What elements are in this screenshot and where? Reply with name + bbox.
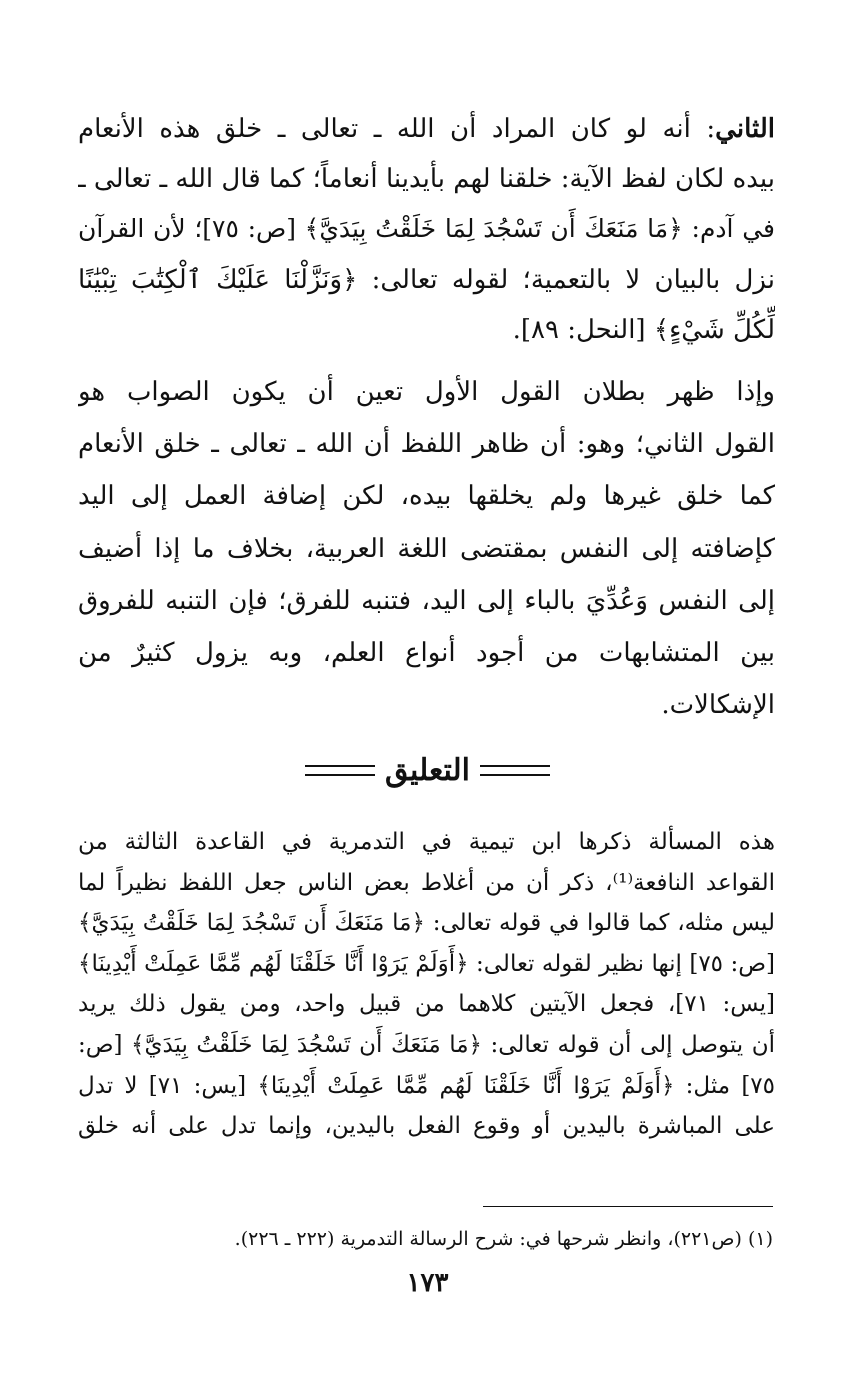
text-line: كإضافته إلى النفس بمقتضى اللغة العربية، بخلاف ما إذا أضيف (78, 533, 775, 564)
paragraph-commentary (78, 822, 775, 1147)
text-line: كما خلق غيرها ولم يخلقها بيده، لكن إضافة العمل إلى اليد (78, 481, 775, 512)
section-heading (0, 745, 855, 795)
text-line: ٧٥] مثل: ﴿أَوَلَمْ يَرَوْا أَنَّا خَلَقْنَا لَهُم مِّمَّا عَمِلَتْ أَيْدِينَا﴾ [يس: ٧١] لا تدل (78, 1072, 775, 1099)
lead-word: الثاني (715, 114, 775, 144)
text-line: أن يتوصل إلى أن قوله تعالى: ﴿مَا مَنَعَكَ أَن تَسْجُدَ لِمَا خَلَقْتُ بِيَدَيَّ﴾ [ص: (78, 1031, 775, 1058)
text-line: بيده لكان لفظ الآية: خلقنا لهم بأيدينا أنعاماً؛ كما قال الله ـ تعالى ـ (78, 164, 775, 195)
page-number: ١٧٣ (406, 1268, 449, 1298)
section-title: التعليق (385, 752, 471, 788)
heading-rule-left (305, 765, 375, 776)
paragraph-second-argument (78, 104, 775, 355)
text-line: لِّكُلِّ شَيْءٍ﴾ [النحل: ٨٩]. (512, 314, 775, 345)
text-line: في آدم: ﴿مَا مَنَعَكَ أَن تَسْجُدَ لِمَا خَلَقْتُ بِيَدَيَّ﴾ [ص: ٧٥]؛ لأن القرآن (78, 214, 775, 244)
paragraph-conclusion (78, 366, 775, 731)
text-line: وإذا ظهر بطلان القول الأول تعين أن يكون الصواب هو (78, 377, 775, 407)
text-line: [ص: ٧٥] إنها نظير لقوله تعالى: ﴿أَوَلَمْ يَرَوْا أَنَّا خَلَقْنَا لَهُم مِّمَّا عَمِلَتْ أَيْدِينَا﴾ (78, 950, 775, 977)
text-line: القواعد النافعة⁽¹⁾، ذكر أن من أغلاط بعض الناس جعل اللفظ نظيراً لما (78, 869, 775, 896)
footnote-divider (483, 1206, 773, 1207)
text-line: القول الثاني؛ وهو: أن ظاهر اللفظ أن الله ـ تعالى ـ خلق الأنعام (78, 429, 775, 460)
text-line: [يس: ٧١]، فجعل الآيتين كلاهما من قبيل واحد، ومن يقول ذلك يريد (78, 991, 775, 1018)
text-line: الإشكالات. (661, 690, 775, 721)
text-line: نزل بالبيان لا بالتعمية؛ لقوله تعالى: ﴿وَنَزَّلْنَا عَلَيْكَ ٱلْكِتَٰبَ تِبْيَٰنًا (78, 264, 775, 295)
footnote: (١) (ص٢٢١)، وانظر شرحها في: شرح الرسالة التدمرية (٢٢٢ ـ ٢٢٦). (234, 1228, 773, 1250)
text-line: إلى النفس وَعُدِّيَ بالباء إلى اليد، فتنبه للفرق؛ فإن التنبه للفروق (78, 585, 775, 616)
text-line: بين المتشابهات من أجود أنواع العلم، وبه يزول كثيرٌ من (78, 638, 775, 669)
text-line: هذه المسألة ذكرها ابن تيمية في التدمرية في القاعدة الثالثة من (78, 829, 775, 855)
text-line (78, 104, 775, 154)
heading-rule-right (480, 765, 550, 776)
text-line: على المباشرة باليدين أو وقوع الفعل باليدين، وإنما تدل على أنه خلق (78, 1113, 775, 1140)
text-line-rest: : أنه لو كان المراد أن الله ـ تعالى ـ خلق هذه الأنعام (78, 114, 716, 144)
text-line: ليس مثله، كما قالوا في قوله تعالى: ﴿مَا مَنَعَكَ أَن تَسْجُدَ لِمَا خَلَقْتُ بِيَدَيَّ﴾ (78, 910, 775, 937)
